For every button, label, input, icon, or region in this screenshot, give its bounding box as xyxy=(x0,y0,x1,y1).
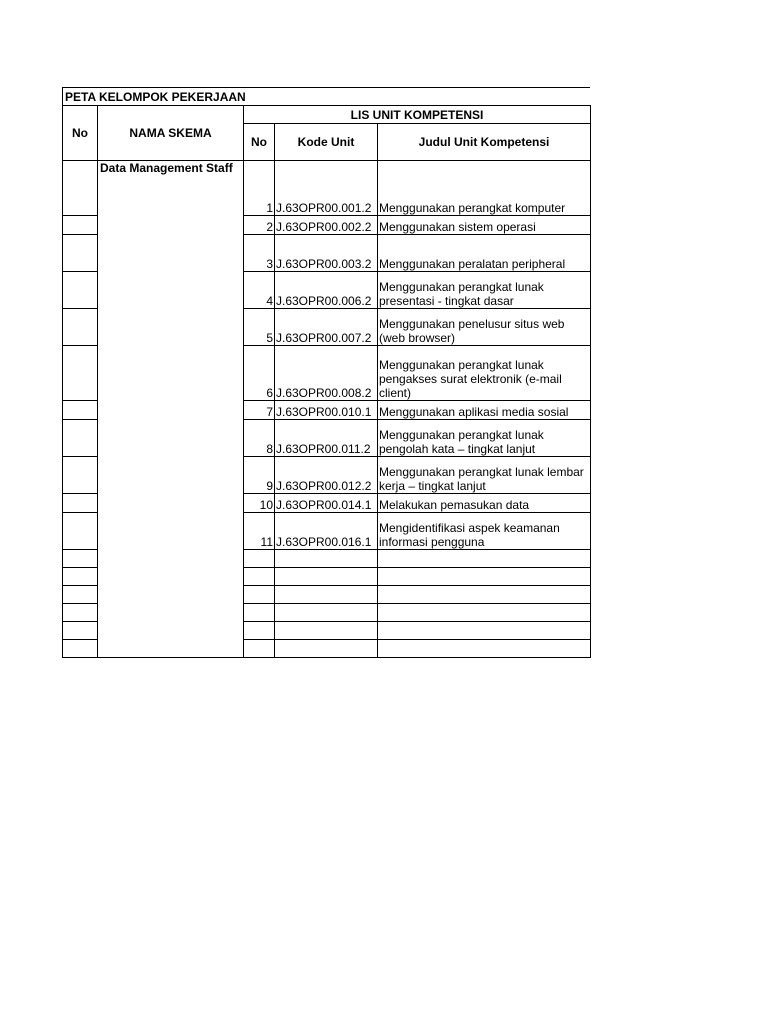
empty-cell xyxy=(244,550,275,568)
header-lis-unit: LIS UNIT KOMPETENSI xyxy=(244,106,591,124)
judul-unit-cell: Menggunakan perangkat lunak lembar kerja – tingkat lanjut xyxy=(378,457,591,494)
empty-cell xyxy=(63,604,98,622)
unit-no-cell: 3 xyxy=(244,235,275,272)
empty-cell xyxy=(275,568,378,586)
kode-unit-cell: J.63OPR00.001.2 xyxy=(275,161,378,216)
sheet-title: PETA KELOMPOK PEKERJAAN xyxy=(62,87,590,105)
row-no-cell xyxy=(63,401,98,420)
judul-unit-cell: Menggunakan perangkat lunak pengolah kata – tingkat lanjut xyxy=(378,420,591,457)
judul-unit-cell: Menggunakan peralatan peripheral xyxy=(378,235,591,272)
empty-cell xyxy=(378,604,591,622)
kode-unit-cell: J.63OPR00.010.1 xyxy=(275,401,378,420)
unit-no-cell: 2 xyxy=(244,216,275,235)
kode-unit-cell: J.63OPR00.002.2 xyxy=(275,216,378,235)
row-no-cell xyxy=(63,216,98,235)
empty-cell xyxy=(63,568,98,586)
empty-cell xyxy=(378,568,591,586)
unit-no-cell: 9 xyxy=(244,457,275,494)
empty-cell xyxy=(244,640,275,658)
unit-no-cell: 7 xyxy=(244,401,275,420)
empty-cell xyxy=(378,550,591,568)
unit-no-cell: 10 xyxy=(244,494,275,513)
header-unit-no: No xyxy=(244,124,275,161)
header-nama-skema: NAMA SKEMA xyxy=(98,106,244,161)
kode-unit-cell: J.63OPR00.016.1 xyxy=(275,513,378,550)
empty-cell xyxy=(378,622,591,640)
empty-cell xyxy=(244,604,275,622)
empty-cell xyxy=(378,640,591,658)
row-no-cell xyxy=(63,420,98,457)
empty-cell xyxy=(275,550,378,568)
unit-no-cell: 5 xyxy=(244,309,275,346)
skema-name: Data Management Staff xyxy=(98,161,244,658)
judul-unit-cell: Menggunakan perangkat lunak pengakses surat elektronik (e-mail client) xyxy=(378,346,591,401)
header-judul-unit: Judul Unit Kompetensi xyxy=(378,124,591,161)
empty-cell xyxy=(378,586,591,604)
empty-cell xyxy=(275,640,378,658)
judul-unit-cell: Menggunakan perangkat lunak presentasi - tingkat dasar xyxy=(378,272,591,309)
empty-cell xyxy=(63,586,98,604)
empty-cell xyxy=(63,622,98,640)
judul-unit-cell: Menggunakan aplikasi media sosial xyxy=(378,401,591,420)
unit-no-cell: 1 xyxy=(244,161,275,216)
kode-unit-cell: J.63OPR00.006.2 xyxy=(275,272,378,309)
header-no: No xyxy=(63,106,98,161)
table-row xyxy=(63,161,591,216)
competency-table xyxy=(62,105,591,658)
row-no-cell xyxy=(63,161,98,216)
empty-cell xyxy=(275,586,378,604)
row-no-cell xyxy=(63,235,98,272)
unit-no-cell: 11 xyxy=(244,513,275,550)
header-kode-unit: Kode Unit xyxy=(275,124,378,161)
kode-unit-cell: J.63OPR00.008.2 xyxy=(275,346,378,401)
unit-no-cell: 6 xyxy=(244,346,275,401)
unit-no-cell: 4 xyxy=(244,272,275,309)
judul-unit-cell: Menggunakan penelusur situs web (web browser) xyxy=(378,309,591,346)
kode-unit-cell: J.63OPR00.014.1 xyxy=(275,494,378,513)
judul-unit-cell: Menggunakan perangkat komputer xyxy=(378,161,591,216)
row-no-cell xyxy=(63,494,98,513)
unit-no-cell: 8 xyxy=(244,420,275,457)
judul-unit-cell: Mengidentifikasi aspek keamanan informasi pengguna xyxy=(378,513,591,550)
row-no-cell xyxy=(63,513,98,550)
row-no-cell xyxy=(63,309,98,346)
empty-cell xyxy=(244,568,275,586)
empty-cell xyxy=(244,586,275,604)
row-no-cell xyxy=(63,272,98,309)
kode-unit-cell: J.63OPR00.003.2 xyxy=(275,235,378,272)
empty-cell xyxy=(275,622,378,640)
empty-cell xyxy=(63,550,98,568)
kode-unit-cell: J.63OPR00.011.2 xyxy=(275,420,378,457)
kode-unit-cell: J.63OPR00.012.2 xyxy=(275,457,378,494)
row-no-cell xyxy=(63,457,98,494)
empty-cell xyxy=(244,622,275,640)
empty-cell xyxy=(275,604,378,622)
spreadsheet xyxy=(62,87,590,658)
judul-unit-cell: Menggunakan sistem operasi xyxy=(378,216,591,235)
empty-cell xyxy=(63,640,98,658)
kode-unit-cell: J.63OPR00.007.2 xyxy=(275,309,378,346)
judul-unit-cell: Melakukan pemasukan data xyxy=(378,494,591,513)
row-no-cell xyxy=(63,346,98,401)
